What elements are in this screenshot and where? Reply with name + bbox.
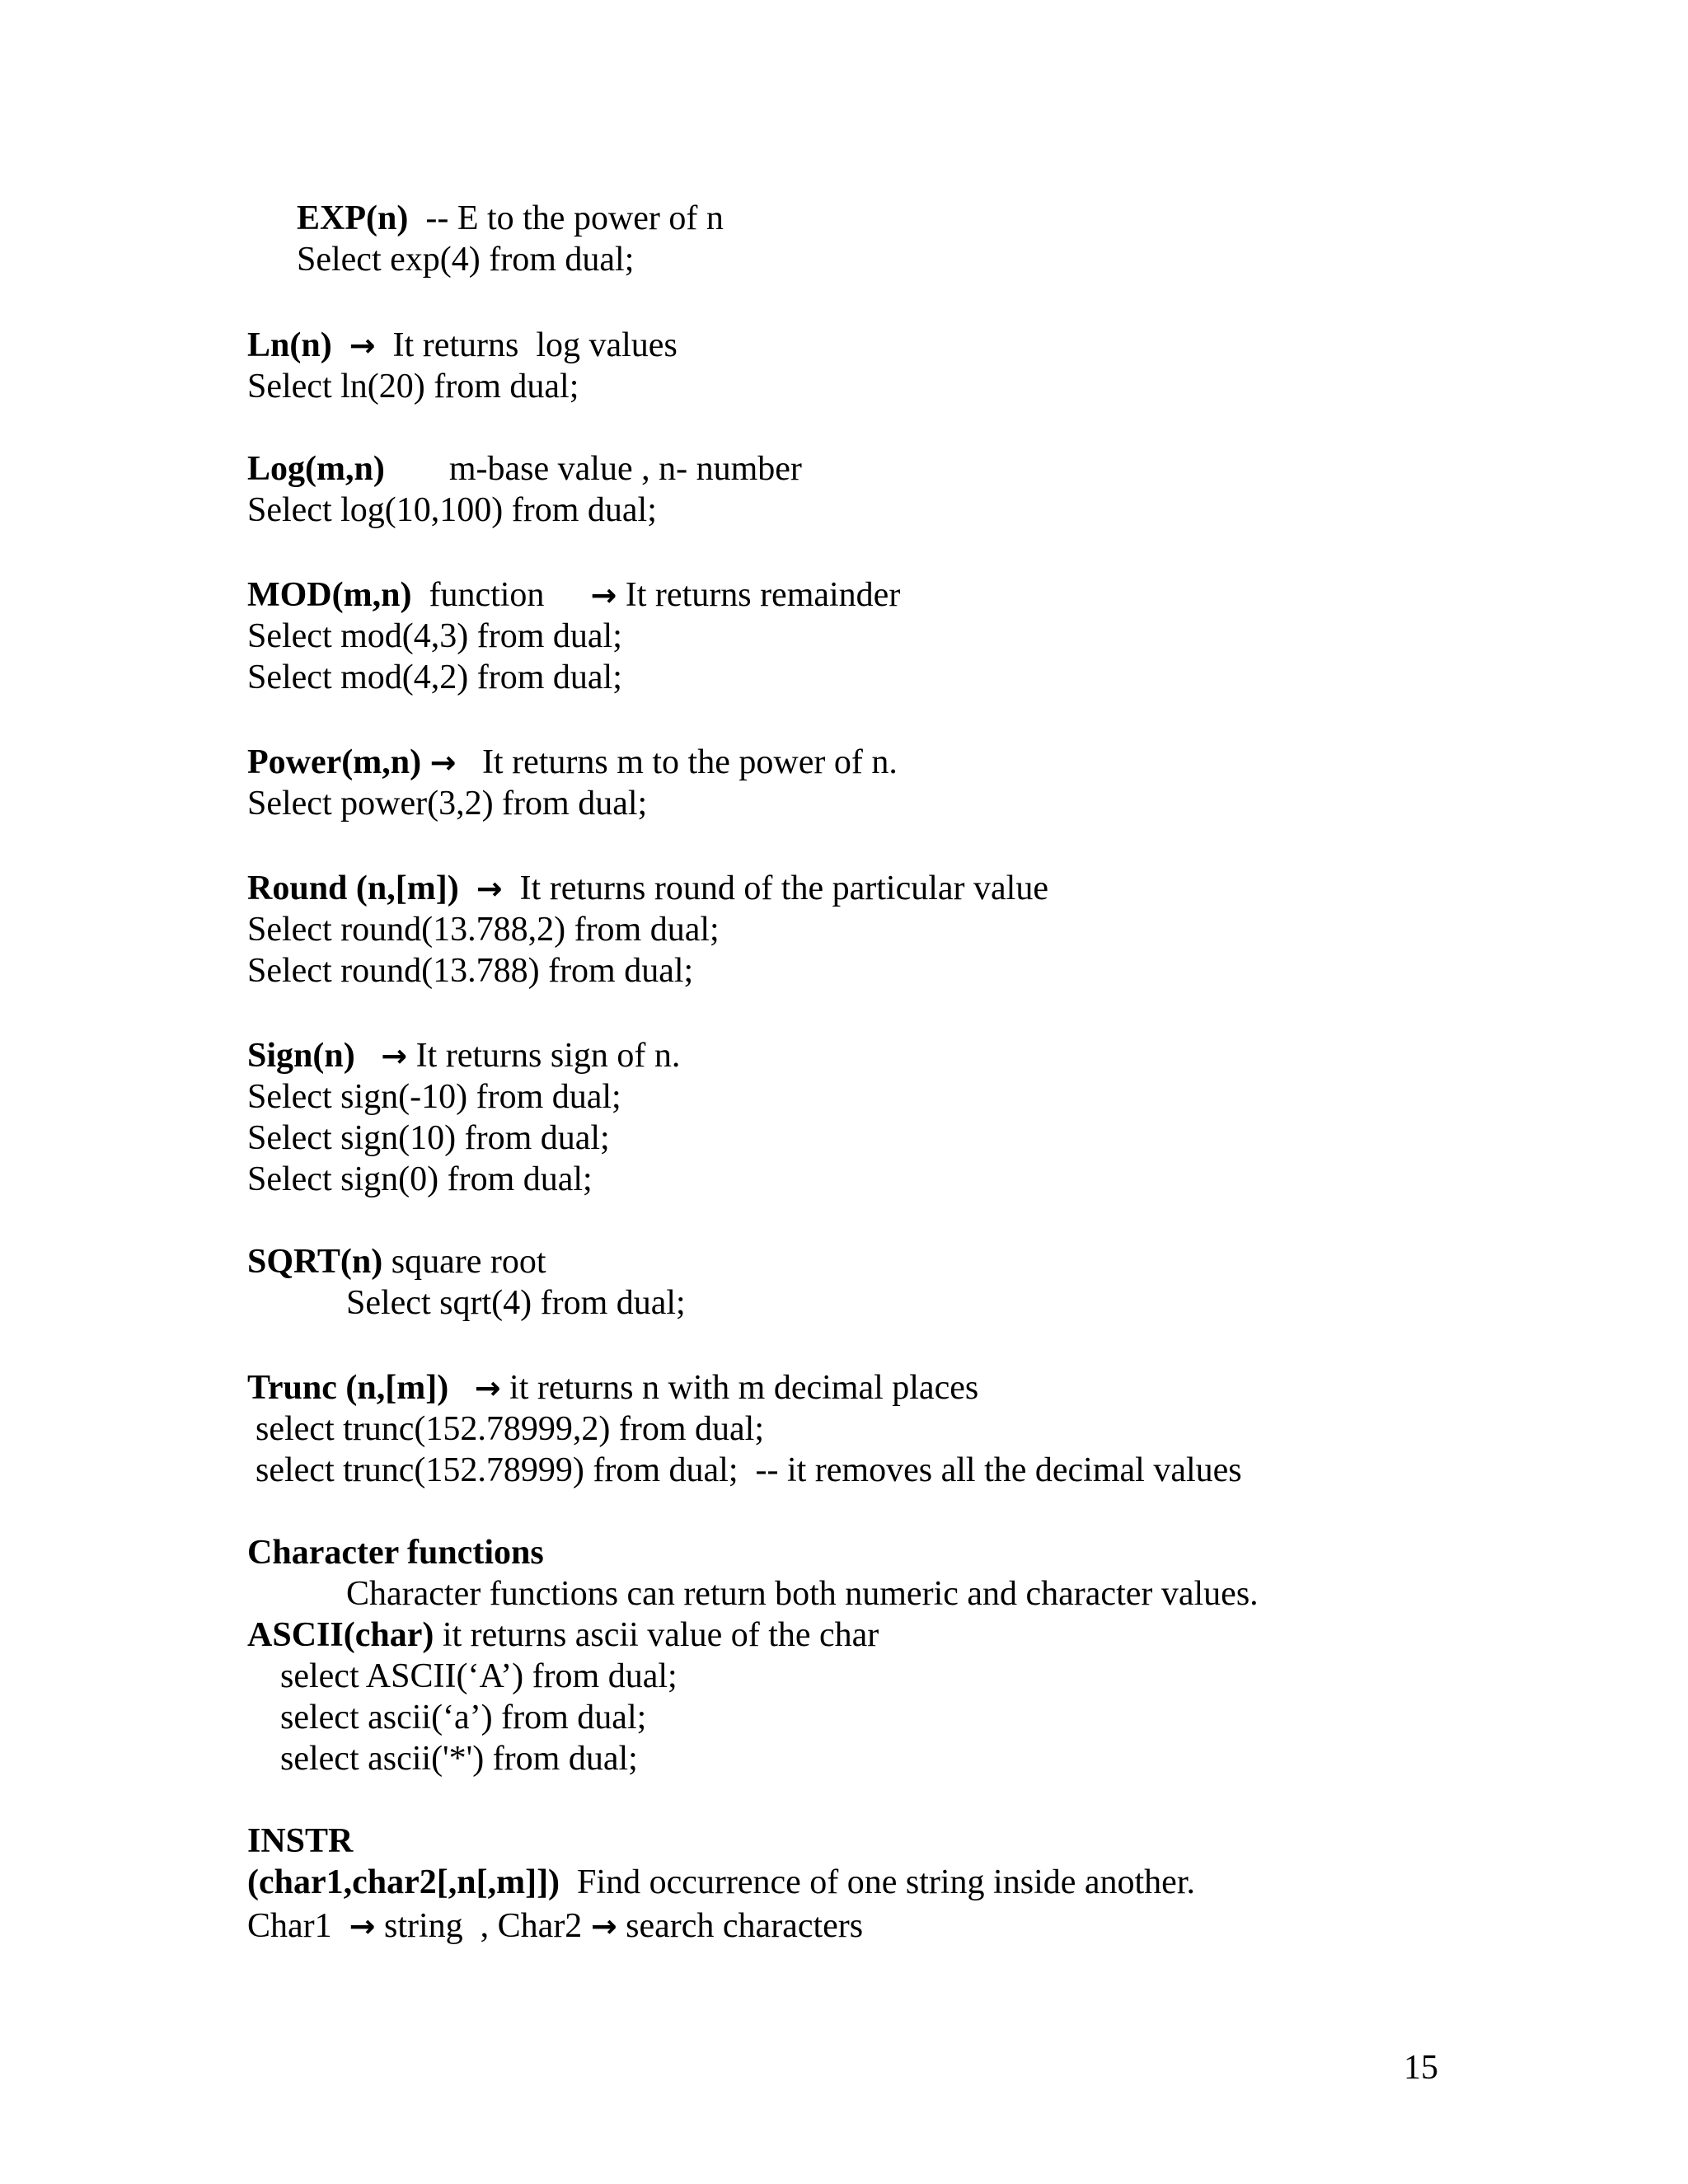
power-example-1: Select power(3,2) from dual; <box>247 785 648 823</box>
character-functions-intro: Character functions can return both numeric and character values. <box>346 1575 1259 1613</box>
log-heading <box>247 448 802 490</box>
instr-param-string: string , Char2 <box>384 1907 583 1945</box>
mod-title: MOD(m,n) <box>247 576 412 614</box>
ln-example-1: Select ln(20) from dual; <box>247 368 579 405</box>
instr-title: INSTR <box>247 1822 354 1860</box>
log-description: m-base value , n- number <box>448 450 802 488</box>
character-functions-heading: Character functions <box>247 1534 544 1572</box>
ascii-heading <box>247 1615 879 1656</box>
sqrt-title: SQRT(n) <box>247 1243 383 1281</box>
log-title: Log(m,n) <box>247 450 385 488</box>
exp-example-1: Select exp(4) from dual; <box>297 241 635 279</box>
ln-description: It returns log values <box>392 326 678 364</box>
ascii-example-1: select ASCII(‘A’) from dual; <box>280 1657 678 1695</box>
mod-subtitle: function <box>429 576 545 614</box>
page-number: 15 <box>1404 2049 1438 2087</box>
mod-example-1: Select mod(4,3) from dual; <box>247 617 622 655</box>
ascii-example-2: select ascii(‘a’) from dual; <box>280 1699 647 1736</box>
arrow-right-icon: → <box>429 744 457 780</box>
mod-example-2: Select mod(4,2) from dual; <box>247 658 622 696</box>
trunc-example-1: select trunc(152.78999,2) from dual; <box>256 1410 764 1448</box>
instr-signature: (char1,char2[,n[,m]]) <box>247 1863 560 1901</box>
round-heading <box>247 868 1048 909</box>
instr-heading <box>247 1862 1195 1903</box>
ln-heading <box>247 325 678 366</box>
exp-title: EXP(n) <box>297 199 409 237</box>
sqrt-description: square root <box>382 1243 546 1281</box>
round-example-2: Select round(13.788) from dual; <box>247 952 694 990</box>
sign-title: Sign(n) <box>247 1037 355 1075</box>
mod-description: It returns remainder <box>625 576 901 614</box>
sign-example-1: Select sign(-10) from dual; <box>247 1078 621 1116</box>
trunc-example-2: select trunc(152.78999) from dual; -- it removes all the decimal values <box>256 1451 1242 1489</box>
round-example-1: Select round(13.788,2) from dual; <box>247 911 720 949</box>
sign-example-2: Select sign(10) from dual; <box>247 1119 610 1157</box>
instr-description: Find occurrence of one string inside another. <box>560 1863 1195 1901</box>
ascii-description: it returns ascii value of the char <box>434 1616 879 1654</box>
arrow-right-icon: → <box>381 1038 408 1074</box>
log-example-1: Select log(10,100) from dual; <box>247 491 657 529</box>
trunc-title: Trunc (n,[m]) <box>247 1369 449 1407</box>
instr-params <box>247 1905 863 1947</box>
exp-heading <box>297 198 724 239</box>
sign-description: It returns sign of n. <box>415 1037 681 1075</box>
arrow-right-icon: → <box>349 327 376 363</box>
round-title: Round (n,[m]) <box>247 869 459 907</box>
arrow-right-icon: → <box>590 1908 617 1944</box>
ascii-example-3: select ascii('*') from dual; <box>280 1740 638 1778</box>
ascii-title: ASCII(char) <box>247 1616 434 1654</box>
round-description: It returns round of the particular value <box>519 869 1048 907</box>
power-heading <box>247 742 898 783</box>
power-description: It returns m to the power of n. <box>481 743 898 781</box>
arrow-right-icon: → <box>474 1370 501 1406</box>
exp-description: -- E to the power of n <box>408 199 724 237</box>
sqrt-example-1: Select sqrt(4) from dual; <box>346 1284 686 1322</box>
arrow-right-icon: → <box>349 1908 376 1944</box>
instr-param-char1: Char1 <box>247 1907 332 1945</box>
arrow-right-icon: → <box>476 870 503 907</box>
trunc-description: it returns n with m decimal places <box>509 1369 979 1407</box>
power-title: Power(m,n) <box>247 743 422 781</box>
sign-heading <box>247 1035 680 1076</box>
ln-title: Ln(n) <box>247 326 332 364</box>
trunc-heading <box>247 1367 978 1408</box>
sqrt-heading <box>247 1241 546 1282</box>
mod-heading <box>247 574 900 616</box>
sign-example-3: Select sign(0) from dual; <box>247 1160 593 1198</box>
arrow-right-icon: → <box>590 577 617 613</box>
instr-param-search: search characters <box>626 1907 864 1945</box>
